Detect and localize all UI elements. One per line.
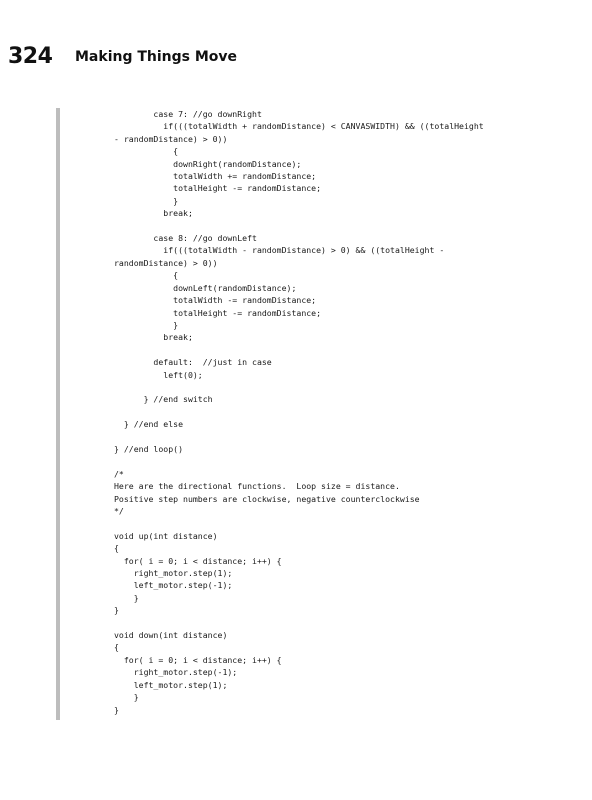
code-line: } //end loop() xyxy=(114,443,184,454)
code-line: Positive step numbers are clockwise, negative counterclockwise xyxy=(114,493,420,504)
code-listing xyxy=(114,108,484,716)
code-line: } xyxy=(114,592,139,603)
code-line: } xyxy=(114,704,119,715)
code-line: /* xyxy=(114,468,124,479)
code-line: { xyxy=(114,146,179,157)
code-line: break; xyxy=(114,332,193,343)
code-line: } xyxy=(114,195,179,206)
code-line: } xyxy=(114,692,139,703)
code-line: { xyxy=(114,642,119,653)
code-line: right_motor.step(1); xyxy=(114,568,233,579)
code-line: totalHeight -= randomDistance; xyxy=(114,307,322,318)
code-line: if(((totalWidth + randomDistance) < CANVASWIDTH) && ((totalHeight xyxy=(114,121,484,132)
code-line: downRight(randomDistance); xyxy=(114,158,302,169)
code-line: if(((totalWidth - randomDistance) > 0) && ((totalHeight - xyxy=(114,245,445,256)
code-line: } //end switch xyxy=(114,394,213,405)
code-line: void down(int distance) xyxy=(114,630,228,641)
page-number: 324 xyxy=(8,44,53,69)
code-line: } xyxy=(114,605,119,616)
code-line: right_motor.step(-1); xyxy=(114,667,238,678)
code-line: for( i = 0; i < distance; i++) { xyxy=(114,654,282,665)
code-line: left(0); xyxy=(114,369,203,380)
code-line: { xyxy=(114,543,119,554)
code-line: default: //just in case xyxy=(114,357,272,368)
code-line: totalHeight -= randomDistance; xyxy=(114,183,322,194)
code-line: break; xyxy=(114,208,193,219)
code-line: totalWidth -= randomDistance; xyxy=(114,295,317,306)
chapter-title: Making Things Move xyxy=(75,49,238,65)
code-line: left_motor.step(1); xyxy=(114,679,228,690)
code-line: { xyxy=(114,270,179,281)
code-line: Here are the directional functions. Loop size = distance. xyxy=(114,481,400,492)
code-line: case 8: //go downLeft xyxy=(114,233,257,244)
code-line: totalWidth += randomDistance; xyxy=(114,171,317,182)
code-line: randomDistance) > 0)) xyxy=(114,257,218,268)
code-block-rule xyxy=(56,108,60,720)
code-line: } xyxy=(114,319,179,330)
code-line: */ xyxy=(114,506,124,516)
code-line: } //end else xyxy=(114,419,184,430)
code-line: left_motor.step(-1); xyxy=(114,580,233,591)
code-line: - randomDistance) > 0)) xyxy=(114,133,228,144)
code-line: for( i = 0; i < distance; i++) { xyxy=(114,555,282,566)
code-line: void up(int distance) xyxy=(114,530,218,541)
code-line: case 7: //go downRight xyxy=(114,109,262,119)
code-line: downLeft(randomDistance); xyxy=(114,282,297,293)
